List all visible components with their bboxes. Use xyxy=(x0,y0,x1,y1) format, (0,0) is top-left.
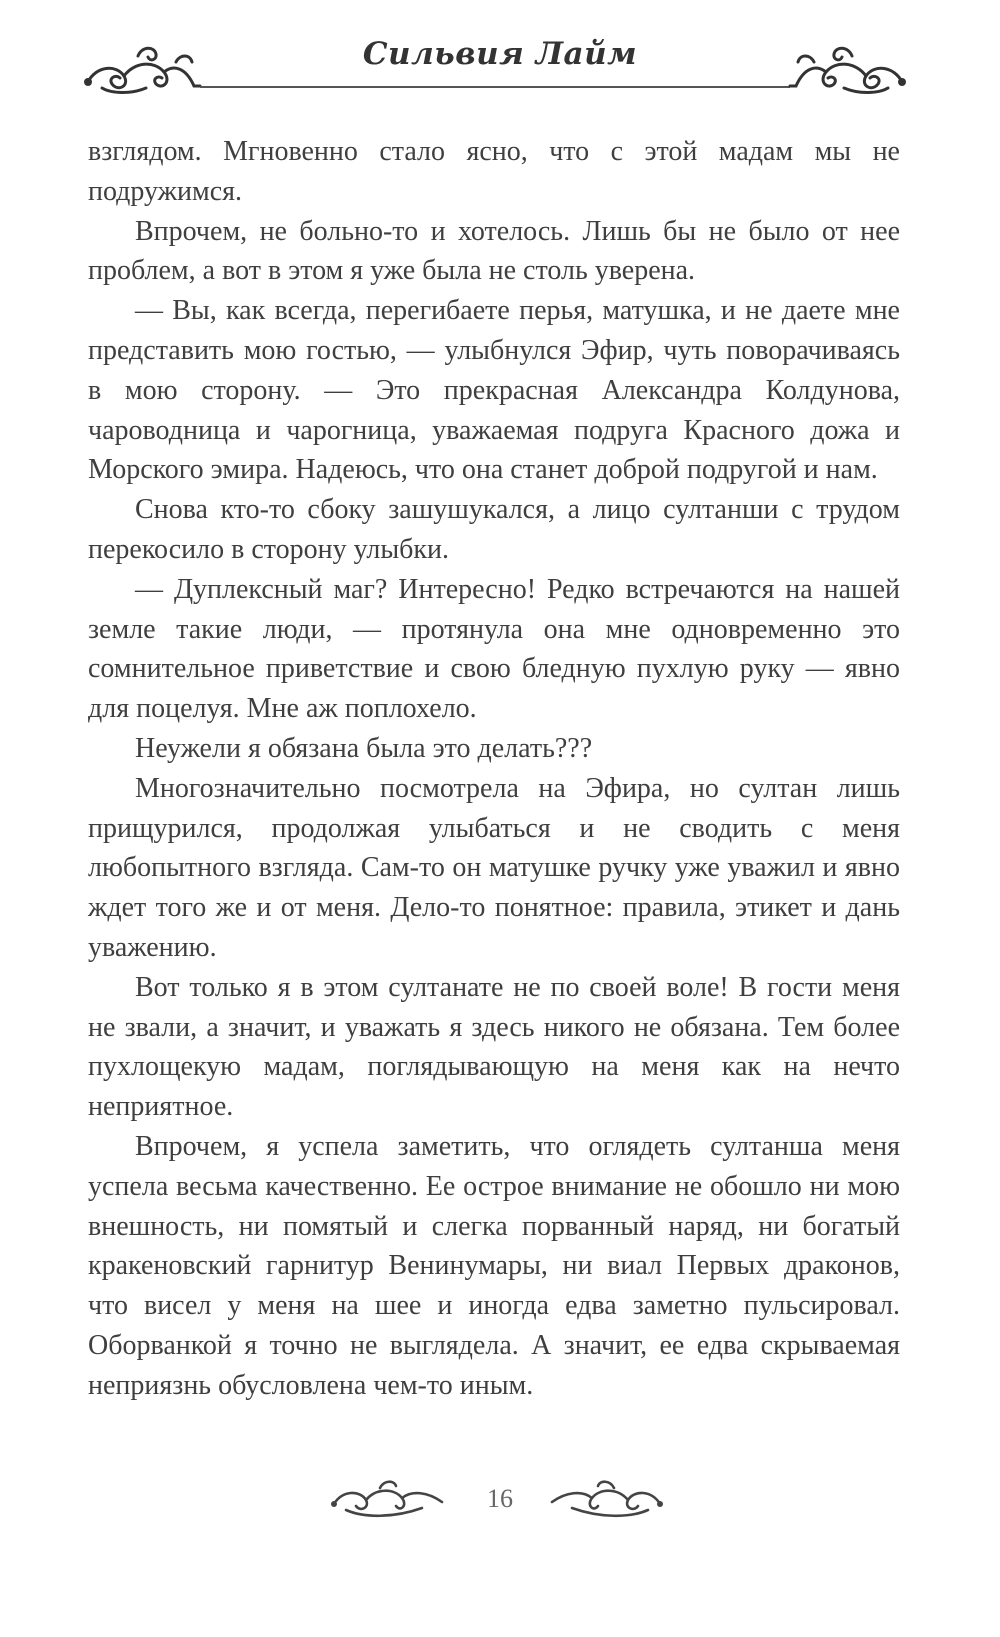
paragraph: взглядом. Мгновенно стало ясно, что с этой мадам мы не подружимся. xyxy=(88,136,900,207)
body-text xyxy=(88,132,900,1406)
paragraph: Впрочем, я успела заметить, что оглядеть султанша меня успела весьма качественно. Ее острое внимание не обошло ни мою внешность, ни помятый и слегка порванный наряд, ни богатый кракеновский гарнитур Венинумары, ни виал Первых драконов, что висел у меня на шее и иногда едва заметно пульсировал. Оборванкой я точно не выглядела. А значит, ее едва скрываемая неприязнь обусловлена чем-то иным. xyxy=(88,1130,900,1401)
paragraph: Снова кто-то сбоку зашушукался, а лицо султанши с трудом перекосило в сторону улыбки. xyxy=(88,494,900,565)
page-number: 16 xyxy=(487,1484,513,1513)
page-header xyxy=(0,0,1000,110)
paragraph: Многозначительно посмотрела на Эфира, но султан лишь прищурился, продолжая улыбаться и не сводить с меня любопытного взгляда. Сам-то он матушке ручку уже уважил и явно ждет того же и от меня. Дело-то понятное: правила, этикет и дань уважению. xyxy=(88,772,900,963)
page-footer xyxy=(0,1470,1000,1540)
running-title: Сильвия Лайм xyxy=(362,36,638,72)
flourish-right-icon xyxy=(788,42,908,98)
paragraph: — Дуплексный маг? Интересно! Редко встречаются на нашей земле такие люди, — протянула она мне одновременно это сомнительное приветствие и свою бледную пухлую руку — явно для поцелуя. Мне аж поплохело. xyxy=(88,573,900,725)
flourish-right-icon xyxy=(546,1478,664,1522)
paragraph: — Вы, как всегда, перегибаете перья, матушка, и не даете мне представить мою гостью, — улыбнулся Эфир, чуть поворачиваясь в мою сторону. — Это прекрасная Александра Колдунова, чароводница и чарогница, уважаемая подруга Красного дожа и Морского эмира. Надеюсь, что она станет доброй подругой и нам. xyxy=(88,295,900,486)
paragraph: Впрочем, не больно-то и хотелось. Лишь бы не было от нее проблем, а вот в этом я уже была не столь уверена. xyxy=(88,215,900,287)
header-rule xyxy=(200,86,790,88)
paragraph: Неужели я обязана была это делать??? xyxy=(135,732,593,764)
paragraph: Вот только я в этом султанате не по своей воле! В гости меня не звали, а значит, и уважать я здесь никого не обязана. Тем более пухлощекую мадам, поглядывающую на меня как на нечто неприятное. xyxy=(88,971,900,1123)
